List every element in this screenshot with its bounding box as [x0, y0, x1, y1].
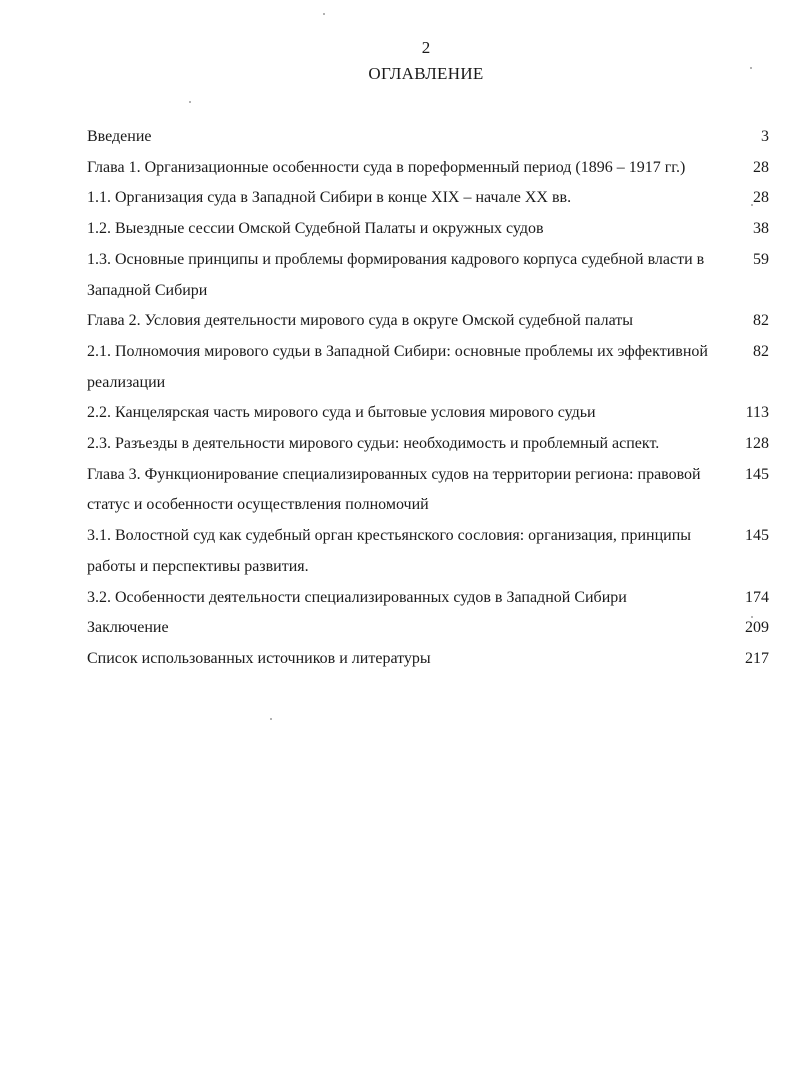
toc-entry-title: 3.2. Особенности деятельности специализированных судов в Западной Сибири — [87, 588, 627, 606]
toc-entry-page: 128 — [745, 435, 769, 453]
toc-entry-section-3-2 — [87, 583, 769, 614]
toc-entry-title: Глава 3. Функционирование специализированных судов на территории региона: правовой статус и особенности осуществления полномочий — [87, 465, 701, 514]
toc-entry-title: Список использованных источников и литературы — [87, 649, 431, 667]
toc-entry-chapter-1 — [87, 153, 769, 184]
toc-entry-page: 82 — [753, 342, 769, 360]
toc-entry-conclusion — [87, 613, 769, 644]
toc-entry-section-2-1 — [87, 337, 769, 398]
page-number: 2 — [421, 38, 431, 57]
toc-entry-page: 217 — [745, 649, 769, 667]
scan-speck — [323, 13, 325, 15]
toc-entry-section-2-2 — [87, 398, 769, 429]
toc-entry-page: 145 — [745, 527, 769, 545]
toc-entry-page: 209 — [745, 619, 769, 637]
scan-speck — [751, 616, 753, 618]
page-title: ОГЛАВЛЕНИЕ — [368, 64, 484, 83]
scan-speck — [189, 101, 191, 103]
toc-entry-section-1-3 — [87, 245, 769, 306]
toc-entry-page: 28 — [753, 158, 769, 176]
toc-entry-section-3-1 — [87, 521, 769, 582]
toc-entry-chapter-3 — [87, 460, 769, 521]
toc-entry-title: 1.3. Основные принципы и проблемы формирования кадрового корпуса судебной власти в Западной Сибири — [87, 250, 705, 299]
toc-entry-title: Заключение — [87, 619, 169, 637]
toc-entry-bibliography — [87, 644, 769, 675]
scan-speck — [270, 718, 272, 720]
toc-entry-title: Введение — [87, 128, 152, 145]
toc-entry-page: 38 — [753, 220, 769, 238]
toc-entry-page: 113 — [745, 404, 769, 422]
toc-entry-title: Глава 2. Условия деятельности мирового суда в округе Омской судебной палаты — [87, 312, 634, 330]
toc-entry-page: 59 — [753, 250, 769, 268]
scan-speck — [750, 67, 752, 69]
toc-entry-page: 145 — [745, 465, 769, 483]
toc-entry-section-1-1 — [87, 183, 769, 214]
scan-speck — [751, 204, 753, 206]
toc-entry-title: 1.1. Организация суда в Западной Сибири в конце XIX – начале XX вв. — [87, 189, 572, 207]
toc-entry-title: 2.3. Разъезды в деятельности мирового судьи: необходимость и проблемный аспект. — [87, 435, 660, 453]
toc-entry-section-1-2 — [87, 214, 769, 245]
toc-entry-chapter-2 — [87, 306, 769, 337]
toc-entry-introduction — [87, 122, 769, 153]
toc-entry-title: 2.2. Канцелярская часть мирового суда и бытовые условия мирового судьи — [87, 404, 596, 422]
toc-entry-title: Глава 1. Организационные особенности суда в пореформенный период (1896 – 1917 гг.) — [87, 158, 686, 176]
toc-entry-title: 3.1. Волостной суд как судебный орган крестьянского сословия: организация, принципы работы и перспективы развития. — [87, 527, 691, 575]
toc-entry-page: 3 — [761, 128, 769, 145]
toc-entry-section-2-3 — [87, 429, 769, 460]
toc-entry-title: 1.2. Выездные сессии Омской Судебной Палаты и окружных судов — [87, 220, 544, 238]
table-of-contents — [87, 122, 769, 675]
toc-entry-page: 28 — [753, 189, 769, 207]
toc-entry-page: 174 — [745, 588, 769, 606]
toc-entry-page: 82 — [753, 312, 769, 330]
toc-entry-title: 2.1. Полномочия мирового судьи в Западной Сибири: основные проблемы их эффективной реализации — [87, 342, 708, 391]
